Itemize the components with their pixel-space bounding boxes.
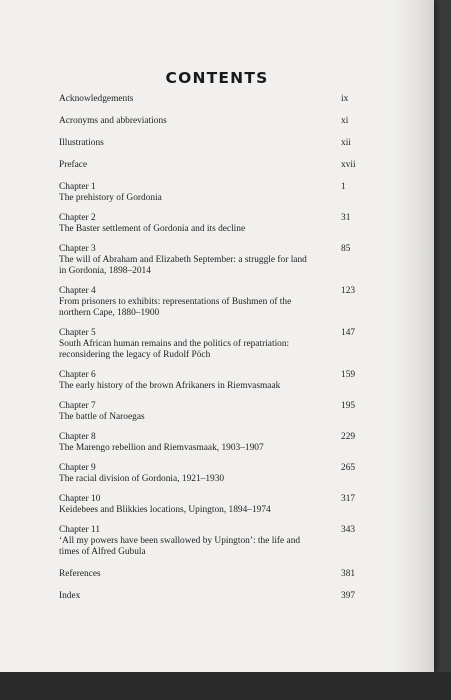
toc-chapter-number: Chapter 7 [59,401,96,411]
toc-chapter-number: Chapter 2 [59,213,96,223]
toc-page-number: 1 [341,182,346,192]
toc-entry-acronyms [59,116,359,127]
toc-chapter-number: Chapter 11 [59,525,101,535]
toc-entry-chapter-10 [59,494,359,516]
toc-page-number: xvii [341,160,356,170]
toc-entry-chapter-8 [59,432,359,454]
toc-page-number: 31 [341,213,351,223]
toc-entry-label: Acknowledgements [59,94,134,104]
toc-entry-chapter-4 [59,286,359,319]
toc-entry-chapter-9 [59,463,359,485]
toc-chapter-title: The battle of Naroegas [59,412,145,422]
toc-chapter-number: Chapter 10 [59,494,101,504]
toc-page-number: 85 [341,244,351,254]
toc-chapter-number: Chapter 9 [59,463,96,473]
toc-page-number: 397 [341,591,356,601]
toc-page-number: 159 [341,370,356,380]
toc-chapter-title: From prisoners to exhibits: representations of Bushmen of the northern Cape, 1880–1900 [59,297,292,318]
toc-entry-references [59,569,359,580]
toc-page-number: 147 [341,328,356,338]
toc-entry-index [59,591,359,602]
toc-entry-preface [59,160,359,171]
page-edge-shadow [394,0,434,672]
toc-entry-label: Index [59,591,81,601]
toc-page-number: 195 [341,401,356,411]
toc-page-number: xi [341,116,349,126]
toc-page-number: ix [341,94,349,104]
toc-chapter-title: The early history of the brown Afrikaners in Riemvasmaak [59,381,281,391]
toc-entry-acknowledgements [59,94,359,105]
toc-chapter-number: Chapter 5 [59,328,96,338]
toc-chapter-title: The will of Abraham and Elizabeth September: a struggle for land in Gordonia, 1898–2014 [59,255,307,276]
toc-entry-chapter-3 [59,244,359,277]
toc-page-number: 229 [341,432,356,442]
toc-chapter-number: Chapter 1 [59,182,96,192]
toc-chapter-number: Chapter 6 [59,370,96,380]
toc-chapter-number: Chapter 3 [59,244,96,254]
toc-entry-label: References [59,569,101,579]
toc-entry-illustrations [59,138,359,149]
toc-page-number: 317 [341,494,356,504]
toc-entry-chapter-11 [59,525,359,558]
toc-page-number: 265 [341,463,356,473]
toc-chapter-number: Chapter 4 [59,286,96,296]
toc-chapter-title: The Marengo rebellion and Riemvasmaak, 1903–1907 [59,443,264,453]
toc-entry-label: Illustrations [59,138,104,148]
toc-page-number: xii [341,138,351,148]
toc-page-number: 381 [341,569,356,579]
toc-page-number: 123 [341,286,356,296]
toc-entry-chapter-5 [59,328,359,361]
toc-entry-chapter-7 [59,401,359,423]
toc-page-number: 343 [341,525,356,535]
toc-chapter-title: Keidebees and Blikkies locations, Upington, 1894–1974 [59,505,271,515]
toc-chapter-title: ‘All my powers have been swallowed by Upington’: the life and times of Alfred Gubula [59,536,301,557]
toc-entry-chapter-2 [59,213,359,235]
toc-entry-label: Acronyms and abbreviations [59,116,167,126]
toc-chapter-title: The prehistory of Gordonia [59,193,162,203]
toc-entry-chapter-1 [59,182,359,204]
toc-chapter-title: South African human remains and the politics of repatriation: reconsidering the legacy of Rudolf Pöch [59,339,290,360]
toc-entry-label: Preface [59,160,88,170]
toc-chapter-title: The Baster settlement of Gordonia and its decline [59,224,246,234]
toc-chapter-number: Chapter 8 [59,432,96,442]
toc-entry-chapter-6 [59,370,359,392]
toc-chapter-title: The racial division of Gordonia, 1921–1930 [59,474,225,484]
table-of-contents [59,94,359,602]
page-title: CONTENTS [165,69,269,87]
scan-background [0,672,451,700]
